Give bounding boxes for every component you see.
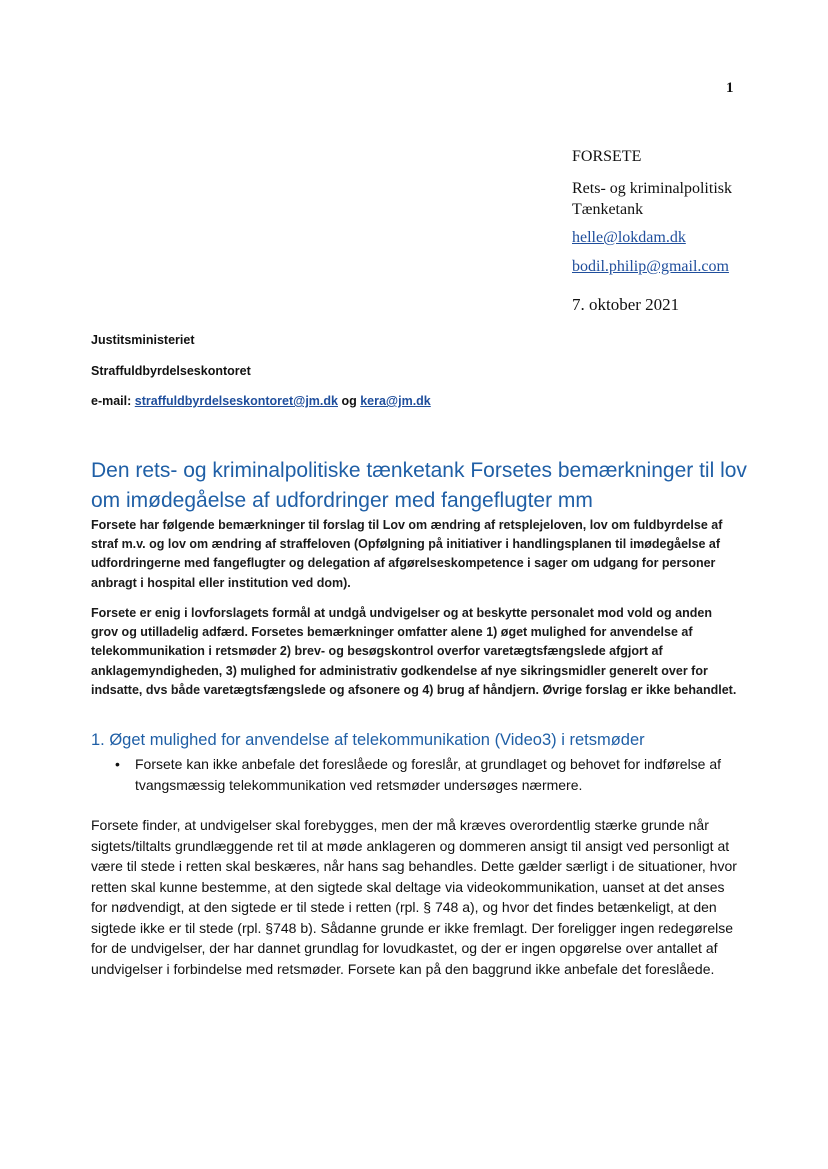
sender-org: FORSETE <box>572 148 642 165</box>
recipient-email-2[interactable]: kera@jm.dk <box>360 394 431 408</box>
letter-date: 7. oktober 2021 <box>572 295 680 314</box>
document-title: Den rets- og kriminalpolitiske tænketank Forsetes bemærkninger til lov om imødegåelse af udfordringer med fangeflugter mm <box>91 459 747 512</box>
sender-line-1: Rets- og kriminalpolitisk <box>572 180 732 197</box>
bullet-icon: • <box>115 756 120 772</box>
recipient-ministry: Justitsministeriet <box>91 333 195 347</box>
recipient-email-label: e-mail: <box>91 394 135 408</box>
intro-paragraph: Forsete har følgende bemærkninger til forslag til Lov om ændring af retsplejeloven, lov om fuldbyrdelse af straf m.v. og lov om ændring af straffeloven (Opfølgning på initiativer i handlingsplanen til imødegåelse af udfordringerne med fangeflugter og delegation af afgørelseskompetence i sager om udgang for personer anbragt i hospital eller institution ved dom). <box>91 518 723 590</box>
recipient-email-1[interactable]: straffuldbyrdelseskontoret@jm.dk <box>134 394 338 408</box>
sender-line-2: Tænketank <box>572 201 644 218</box>
section-1-body: Forsete finder, at undvigelser skal forebygges, men der må kræves overordentlig stærke grunde når sigtets/tiltalts grundlæggende ret til at møde anklageren og dommeren ansigt til ansigt ved personligt at være til stede i retten skal beskæres, når hans sag behandles. Dette gælder særligt i de situationer, hvor retten skal kunne bestemme, at den sigtede skal deltage via videokommunikation, uanset at det anses for nødvendigt, at den sigtede er til stede i retten (rpl. § 748 a), og hvor det findes betænkeligt, at den sigtede ikke er til stede (rpl. §748 b). Sådanne grunde er ikke fremlagt. Der foreligger ingen redegørelse for de undvigelser, der har dannet grundlag for lovudkastet, og der er ingen opgørelse over antallet af undvigelser i forbindelse med retsmøder. Forsete kan på den baggrund ikke anbefale det foreslåede. <box>91 817 737 977</box>
second-paragraph: Forsete er enig i lovforslagets formål at undgå undvigelser og at beskytte personalet mod vold og anden grov og utilladelig adfærd. Forsetes bemærkninger omfatter alene 1) øget mulighed for anvendelse af telekommunikation i retsmøder 2) brev- og besøgskontrol overfor varetægtsfængslede afgjort af anklagemyndigheden, 3) mulighed for administrativ godkendelse af nye sikringsmidler generelt over for indsatte, dvs både varetægtsfængslede og afsonere og 4) brug af håndjern. Øvrige forslag er ikke behandlet. <box>91 606 737 697</box>
recipient-email-line <box>91 394 431 408</box>
recipient-email-separator: og <box>337 394 361 408</box>
sender-email-2[interactable]: bodil.philip@gmail.com <box>572 258 729 275</box>
sender-email-1[interactable]: helle@lokdam.dk <box>572 229 686 246</box>
section-1-heading: 1. Øget mulighed for anvendelse af telekommunikation (Video3) i retsmøder <box>91 731 645 749</box>
page-number: 1 <box>726 80 734 96</box>
section-1-bullet-text: Forsete kan ikke anbefale det foreslåede og foreslår, at grundlaget og behovet for indførelse af tvangsmæssig telekommunikation ved retsmøder undersøges nærmere. <box>135 756 722 793</box>
recipient-office: Straffuldbyrdelseskontoret <box>91 364 251 378</box>
